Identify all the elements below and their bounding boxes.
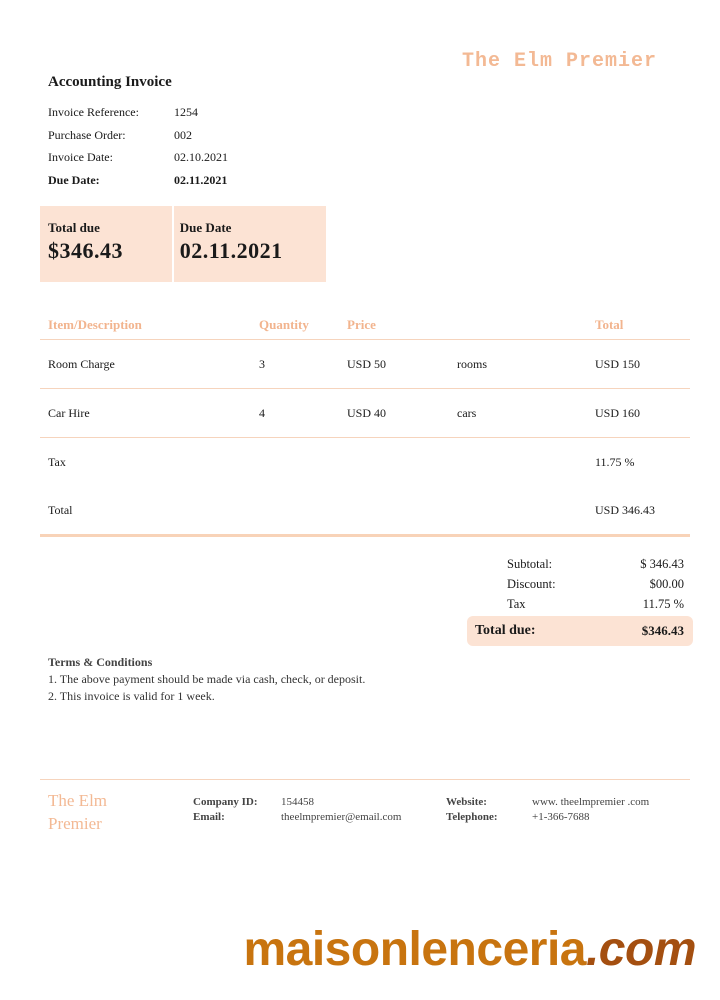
discount-row: [467, 574, 693, 594]
tax-row: [467, 594, 693, 614]
terms-line: 2. This invoice is valid for 1 week.: [48, 689, 215, 703]
footer-brand: [48, 789, 158, 835]
meta-row-purchase-order: [48, 124, 268, 147]
meta-label: Due Date:: [48, 172, 100, 187]
telephone-value: +1-366-7688: [532, 811, 590, 823]
cell-quantity: 4: [251, 389, 339, 438]
meta-label: Purchase Order:: [48, 127, 126, 142]
cell-price: USD 50: [339, 340, 449, 389]
email-value[interactable]: theelmpremier@email.com: [281, 811, 402, 823]
cell-description: Tax: [48, 454, 66, 469]
cell-description: Total: [40, 486, 251, 536]
cell-price: [339, 438, 449, 487]
cell-quantity: [251, 486, 339, 536]
meta-value: 1254: [174, 105, 198, 119]
total-due-label: Total due:: [475, 623, 536, 638]
meta-label: Invoice Date:: [48, 150, 113, 164]
line-items-table: [40, 311, 690, 537]
brand-logo-text: The Elm Premier: [462, 50, 658, 73]
subtotal-row: [467, 554, 693, 574]
column-header: Quantity: [251, 311, 339, 340]
footer-divider: [40, 779, 690, 780]
cell-unit: [449, 486, 587, 536]
summary-due-label: Due Date: [179, 220, 232, 235]
subtotal-value: $ 346.43: [640, 557, 684, 571]
cell-total: USD 160: [587, 389, 690, 438]
meta-row-reference: [48, 101, 268, 124]
cell-description: Room Charge: [40, 340, 251, 389]
discount-value: $00.00: [649, 577, 684, 591]
meta-row-invoice-date: [48, 146, 268, 169]
total-due-row: [467, 616, 693, 646]
totals-block: [467, 554, 693, 646]
footer-brand-line: The Elm: [48, 791, 108, 810]
watermark: [0, 922, 696, 977]
column-header: [449, 311, 587, 340]
watermark-name: maisonlenceria: [243, 923, 586, 976]
company-id-label: Company ID:: [193, 796, 258, 808]
cell-price: USD 40: [339, 389, 449, 438]
column-header: Total: [587, 311, 690, 340]
email-label: Email:: [193, 811, 225, 823]
footer-values-left: [281, 795, 401, 825]
cell-quantity: 3: [251, 340, 339, 389]
column-header: Item/Description: [40, 311, 251, 340]
discount-label: Discount:: [507, 577, 556, 591]
summary-total-label: Total due: [48, 220, 100, 235]
cell-total: 11.75 %: [595, 454, 635, 469]
document-title: Accounting Invoice: [48, 74, 172, 90]
terms-line: 1. The above payment should be made via cash, check, or deposit.: [48, 672, 366, 686]
cell-price: [339, 486, 449, 536]
meta-value: 002: [174, 127, 192, 142]
cell-quantity: [251, 438, 339, 487]
table-row: [40, 438, 690, 487]
meta-row-due-date: [48, 169, 268, 192]
footer-brand-line: Premier: [48, 814, 102, 833]
meta-label: Invoice Reference:: [48, 105, 139, 119]
website-label: Website:: [446, 796, 487, 808]
company-id-value: 154458: [281, 796, 314, 808]
cell-unit: cars: [449, 389, 587, 438]
summary-total-due: [40, 206, 172, 282]
subtotal-label: Subtotal:: [507, 557, 553, 571]
footer-values-right: [532, 795, 649, 825]
footer-labels-left: [193, 795, 257, 825]
cell-total: USD 346.43: [587, 486, 690, 536]
summary-due-value: 02.11.2021: [179, 238, 283, 263]
table-row: [40, 340, 690, 389]
footer-labels-right: [446, 795, 498, 825]
cell-total: USD 150: [587, 340, 690, 389]
cell-unit: [449, 438, 587, 487]
invoice-meta: [48, 101, 268, 191]
summary-due-date: [172, 206, 326, 282]
summary-box: [40, 206, 326, 282]
total-due-value: $346.43: [641, 623, 684, 638]
meta-value: 02.11.2021: [174, 172, 228, 187]
terms-title: Terms & Conditions: [48, 655, 153, 669]
table-header-row: [40, 311, 690, 340]
column-header: Price: [339, 311, 449, 340]
table-row: [40, 389, 690, 438]
website-value[interactable]: www. theelmpremier .com: [532, 796, 650, 808]
cell-description: Car Hire: [40, 389, 251, 438]
tax-value: 11.75 %: [642, 597, 684, 611]
terms-section: [48, 654, 365, 705]
watermark-tld: .com: [585, 923, 696, 976]
tax-label: Tax: [507, 597, 526, 611]
cell-unit: rooms: [449, 340, 587, 389]
table-row: [40, 486, 690, 536]
telephone-label: Telephone:: [446, 811, 498, 823]
summary-total-value: $346.43: [48, 238, 123, 263]
meta-value: 02.10.2021: [174, 150, 228, 164]
